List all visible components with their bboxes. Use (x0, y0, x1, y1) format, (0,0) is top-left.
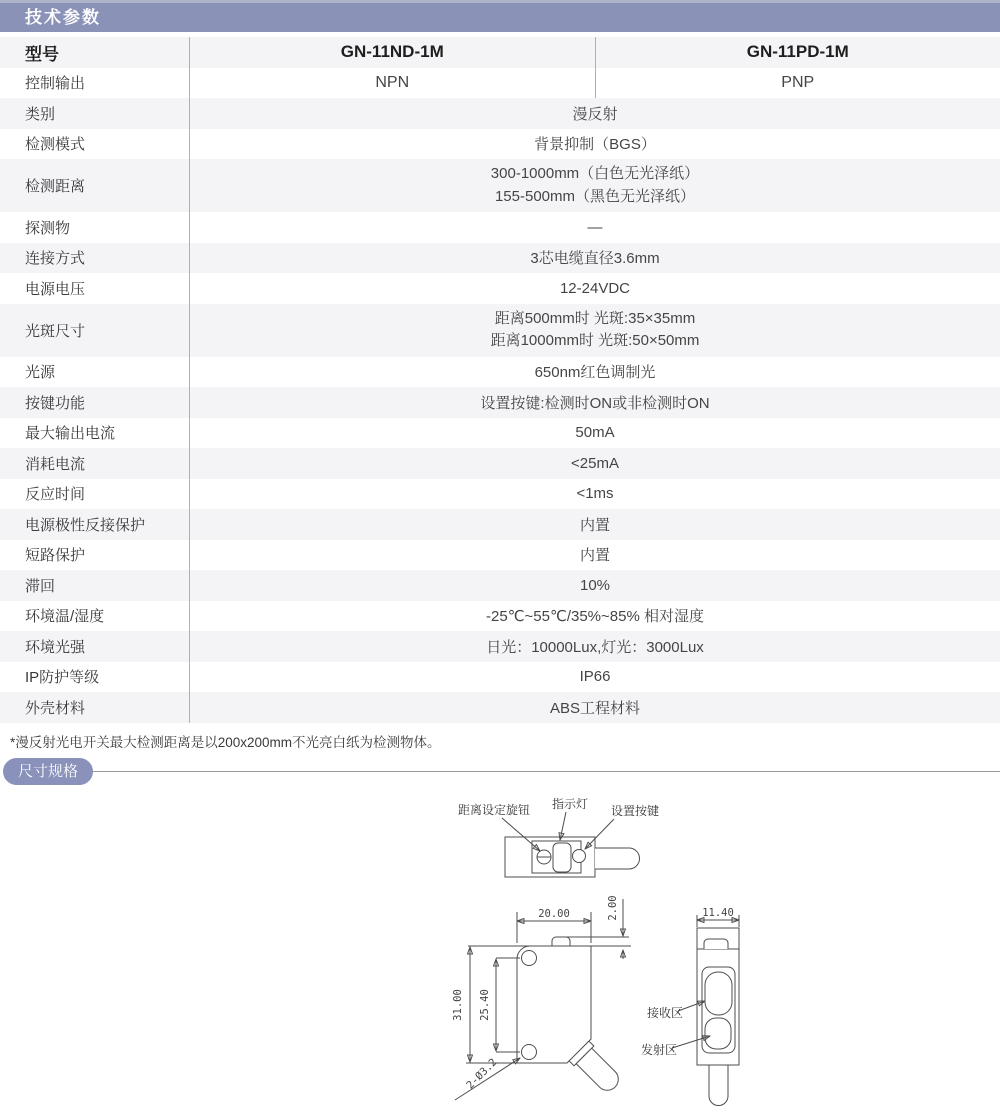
spec-value: IP66 (579, 668, 611, 686)
table-row (0, 692, 1000, 723)
emitter-lens (705, 1018, 731, 1049)
model-name-1: GN-11ND-1M (190, 37, 596, 68)
top-bump (552, 937, 570, 946)
spec-value-line: 距离1000mm时 光斑:50×50mm (490, 332, 700, 349)
spec-label: 连接方式 (0, 243, 190, 274)
spec-label: 消耗电流 (0, 448, 190, 479)
spec-label: 探测物 (0, 212, 190, 243)
spec-value: <25mA (571, 454, 619, 472)
spec-value: NPN (190, 68, 596, 99)
spec-label: 按键功能 (0, 387, 190, 418)
table-row (0, 570, 1000, 601)
spec-value: 设置按键:检测时ON或非检测时ON (480, 394, 710, 412)
table-row (0, 509, 1000, 540)
spec-value-line: 300-1000mm（白色无光泽纸） (490, 165, 700, 182)
spec-label: 检测模式 (0, 129, 190, 160)
emitter-label: 发射区 (641, 1043, 678, 1057)
model-name-2: GN-11PD-1M (746, 42, 849, 62)
spec-value: 50mA (575, 424, 615, 442)
receiver-lens (705, 972, 732, 1015)
spec-value: 10% (579, 576, 611, 594)
button-label: 设置按键 (611, 804, 660, 818)
cable-front (709, 1065, 728, 1106)
spec-label: 最大输出电流 (0, 418, 190, 449)
table-row (0, 159, 1000, 212)
spec-label: 检测距离 (0, 159, 190, 212)
dim-width-label: 20.00 (538, 908, 570, 920)
cable-connector (595, 848, 640, 869)
table-row (0, 98, 1000, 129)
spec-label: 控制输出 (0, 68, 190, 99)
spec-label: 环境光强 (0, 631, 190, 662)
spec-value: 日光：10000Lux,灯光：3000Lux (486, 638, 704, 656)
dim-bump-label: 2.00 (607, 895, 619, 921)
spec-value: 背景抑制（BGS） (534, 136, 656, 154)
table-row (0, 479, 1000, 510)
mounting-hole-bottom (522, 1045, 537, 1060)
front-view-drawing (641, 907, 739, 1106)
table-row (0, 129, 1000, 160)
spec-value: ABS工程材料 (549, 699, 640, 717)
spec-label: 类别 (0, 98, 190, 129)
spec-label: 光斑尺寸 (0, 304, 190, 357)
table-row (0, 304, 1000, 357)
indicator-leader-line (560, 812, 566, 840)
section-title-dimensions: 尺寸规格 (3, 758, 93, 785)
spec-value: — (587, 218, 603, 236)
table-row (0, 387, 1000, 418)
spec-label: 环境温/湿度 (0, 601, 190, 632)
dim-height-label: 31.00 (452, 989, 464, 1021)
table-row-model (0, 37, 1000, 68)
section-title-tech-specs: 技术参数 (0, 3, 1000, 32)
receiver-label: 接收区 (647, 1006, 684, 1020)
spec-label: 滞回 (0, 570, 190, 601)
table-footnote: *漫反射光电开关最大检测距离是以200x200mm不光亮白纸为检测物体。 (10, 735, 441, 750)
dim-front-width-label: 11.40 (702, 907, 734, 919)
table-row (0, 243, 1000, 274)
button-leader-line (585, 819, 614, 849)
spec-label: 短路保护 (0, 540, 190, 571)
table-row-output (0, 68, 1000, 99)
spec-value: 漫反射 (572, 105, 618, 123)
spec-value: 650nm红色调制光 (534, 364, 656, 382)
spec-label: 外壳材料 (0, 692, 190, 723)
indicator-label: 指示灯 (552, 797, 589, 811)
table-row (0, 662, 1000, 693)
spec-label: 光源 (0, 357, 190, 388)
table-row (0, 601, 1000, 632)
spec-label: 型号 (0, 37, 190, 68)
spec-value (190, 304, 1000, 357)
spec-value-line: 距离500mm时 光斑:35×35mm (494, 309, 696, 327)
spec-table (0, 37, 1000, 723)
table-row (0, 273, 1000, 304)
spec-value: PNP (781, 73, 815, 91)
table-row (0, 540, 1000, 571)
spec-label: IP防护等级 (0, 662, 190, 693)
spec-label: 反应时间 (0, 479, 190, 510)
table-row (0, 212, 1000, 243)
front-bump (704, 939, 728, 949)
table-row (0, 357, 1000, 388)
side-view-drawing (452, 895, 631, 1100)
spec-value (190, 159, 1000, 212)
top-view-drawing (458, 796, 659, 877)
knob-label: 距离设定旋钮 (458, 803, 531, 817)
spec-value: 内置 (579, 547, 610, 565)
table-row (0, 448, 1000, 479)
spec-label: 电源极性反接保护 (0, 509, 190, 540)
indicator-led (553, 843, 571, 872)
table-row (0, 631, 1000, 662)
spec-value: 内置 (579, 516, 610, 534)
mounting-hole-top (522, 951, 537, 966)
section-divider-line (90, 771, 1000, 772)
spec-value: 3芯电缆直径3.6mm (530, 250, 660, 268)
spec-label: 电源电压 (0, 273, 190, 304)
dim-hole-spacing-label: 25.40 (479, 989, 491, 1021)
spec-value-line: 155-500mm（黑色无光泽纸） (494, 187, 696, 205)
spec-value: -25℃~55℃/35%~85% 相对湿度 (486, 608, 704, 626)
spec-value: 12-24VDC (559, 279, 631, 297)
table-row (0, 418, 1000, 449)
spec-value: <1ms (576, 485, 614, 503)
dim-holes-label: 2-Ø3.2 (464, 1056, 500, 1092)
setting-button (573, 850, 586, 863)
dimension-drawings (0, 788, 1000, 1112)
